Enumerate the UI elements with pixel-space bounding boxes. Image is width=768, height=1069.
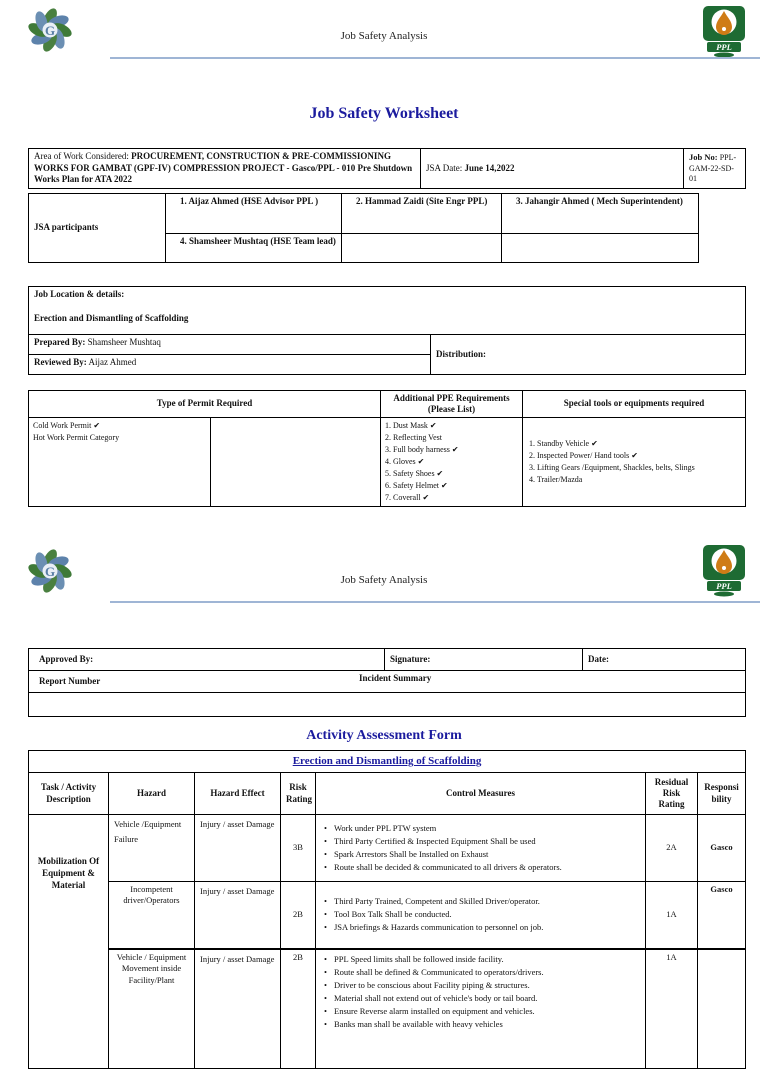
incident-summary-label: Incident Summary (359, 673, 432, 683)
ppl-logo-icon (700, 6, 748, 58)
ppe-item: 3. Full body harness ✔ (385, 444, 459, 454)
control-measure-item: • Ensure Reverse alarm installed on equipment and vehicles. (321, 1005, 640, 1018)
responsibility-cell (698, 949, 746, 1069)
risk-rating-cell: 2B (281, 882, 316, 949)
reviewed-by-cell (29, 355, 431, 375)
participant-empty-cell (502, 234, 699, 263)
approved-by-cell: Approved By: (29, 649, 385, 671)
report-number-label: Report Number (39, 675, 101, 686)
prepared-by-label: Prepared By: (34, 337, 86, 347)
distribution-cell: Distribution: (431, 335, 746, 375)
jsa-date-value: June 14,2022 (464, 162, 515, 173)
col-task-header: Task / Activity Description (29, 773, 109, 815)
tool-item: 4. Trailer/Mazda (529, 474, 583, 484)
header-divider-line (110, 57, 760, 59)
col-risk-header: Risk Rating (281, 773, 316, 815)
tool-item: 3. Lifting Gears /Equipment, Shackles, belts, Slings (529, 462, 695, 472)
tool-item: 1. Standby Vehicle ✔ (529, 438, 598, 448)
tools-header-cell: Special tools or equipments required (523, 391, 746, 418)
col-responsibility-header: Responsi bility (698, 773, 746, 815)
svg-text:PPL: PPL (716, 581, 732, 591)
job-location-activity: Erection and Dismantling of Scaffolding (34, 312, 189, 323)
ppe-header-cell: Additional PPE Requirements (Please List) (381, 391, 523, 418)
area-of-work-cell (29, 149, 421, 189)
ppe-item: 4. Gloves ✔ (385, 456, 425, 466)
ppe-item: 6. Safety Helmet ✔ (385, 480, 448, 490)
participant-empty-cell (342, 234, 502, 263)
svg-text:G: G (44, 564, 56, 579)
work-info-table (28, 148, 745, 189)
participant-1: 1. Aijaz Ahmed (HSE Advisor PPL ) (166, 194, 342, 234)
assessment-title: Activity Assessment Form (306, 728, 462, 743)
assessment-row-3 (29, 949, 746, 1069)
residual-risk-cell: 1A (646, 882, 698, 949)
area-of-work-value: PROCUREMENT, CONSTRUCTION & PRE-COMMISSIONING WORKS FOR GAMBAT (GPF-IV) COMPRESSION PROJECT - Gasco/PPL - 010 Pre Shutdown Works Plan for ATA 2022 (34, 151, 413, 185)
control-measures-cell (316, 815, 646, 882)
responsibility-cell: Gasco (698, 815, 746, 882)
control-measure-item: • Route shall be defined & Communicated to operators/drivers. (321, 966, 640, 979)
reviewed-by-label: Reviewed By: (34, 357, 87, 367)
reviewed-by-value: Aijaz Ahmed (86, 357, 137, 367)
risk-rating-cell: 2B (281, 949, 316, 1069)
job-no-cell (684, 149, 746, 189)
col-hazard-header: Hazard (109, 773, 195, 815)
tool-item: 2. Inspected Power/ Hand tools ✔ (529, 450, 638, 460)
participant-4: 4. Shamsheer Mushtaq (HSE Team lead) (166, 234, 342, 263)
page2-header-title: Job Safety Analysis (340, 574, 428, 586)
job-location-heading: Job Location & details: (34, 289, 125, 299)
control-measure-item: • Work under PPL PTW system (321, 822, 640, 835)
ppe-item: 5. Safety Shoes ✔ (385, 468, 444, 478)
prepared-by-cell (29, 335, 431, 355)
control-measure-item: • Banks man shall be available with heavy vehicles (321, 1018, 640, 1031)
assessment-subtitle-cell (29, 751, 746, 773)
control-measure-item: • Tool Box Talk Shall be conducted. (321, 908, 640, 921)
jsa-date-cell (421, 149, 684, 189)
control-measure-item: • PPL Speed limits shall be followed inside facility. (321, 953, 640, 966)
hazard-cell: Incompetent driver/Operators (109, 882, 195, 949)
area-of-work-label: Area of Work Considered: (34, 151, 132, 161)
ppl-logo (700, 6, 748, 63)
header-divider-line-page2 (110, 601, 760, 603)
assessment-row-1 (29, 815, 746, 882)
effect-cell: Injury / asset Damage (195, 949, 281, 1069)
risk-rating-cell: 3B (281, 815, 316, 882)
col-effect-header: Hazard Effect (195, 773, 281, 815)
control-measure-item: • Route shall be decided & communicated to all drivers & operators. (321, 861, 640, 874)
jsa-date-label: JSA Date: (426, 162, 465, 173)
permit-header-cell: Type of Permit Required (29, 391, 381, 418)
assessment-table (28, 750, 745, 1069)
permit-type-cell (29, 417, 211, 506)
control-measures-cell (316, 949, 646, 1069)
control-measures-cell (316, 882, 646, 949)
task-group-cell: Mobilization Of Equipment & Material (29, 815, 109, 1069)
approval-empty-row (29, 693, 746, 717)
control-measure-item: • Material shall not extend out of vehicle's body or tail board. (321, 992, 640, 1005)
residual-risk-cell: 1A (646, 949, 698, 1069)
effect-cell: Injury / asset Damage (195, 815, 281, 882)
page1-header-title: Job Safety Analysis (340, 30, 428, 42)
report-number-cell (29, 671, 746, 693)
permit-table (28, 390, 745, 507)
permit-line: Hot Work Permit Category (33, 432, 120, 442)
permit-empty-cell (211, 417, 381, 506)
hazard-cell: Vehicle / Equipment Movement inside Facility/Plant (109, 949, 195, 1069)
job-no-value: PPL-GAM-22-SD-01 (689, 153, 737, 184)
effect-cell: Injury / asset Damage (195, 882, 281, 949)
job-no-label: Job No: (689, 152, 720, 163)
control-measure-item: • Driver to be conscious about Facility piping & structures. (321, 979, 640, 992)
ppe-item: 1. Dust Mask ✔ (385, 420, 437, 430)
date-cell: Date: (583, 649, 746, 671)
svg-text:PPL: PPL (716, 42, 732, 52)
assessment-row-2 (29, 882, 746, 949)
prepared-by-value: Shamsheer Mushtaq (85, 337, 161, 347)
ppe-item: 7. Coverall ✔ (385, 492, 430, 502)
gasco-pinwheel-icon (28, 549, 72, 593)
ppl-logo-page2 (700, 545, 748, 602)
control-measure-item: • JSA briefings & Hazards communication to personnel on job. (321, 921, 640, 934)
responsibility-cell: Gasco (698, 882, 746, 949)
hazard-cell: Vehicle /Equipment Failure (109, 815, 195, 882)
participants-label-cell: JSA participants (29, 194, 166, 263)
participant-2: 2. Hammad Zaidi (Site Engr PPL) (342, 194, 502, 234)
worksheet-title: Job Safety Worksheet (309, 105, 459, 122)
job-location-cell (29, 287, 746, 335)
control-measure-item: • Spark Arrestors Shall be Installed on Exhaust (321, 848, 640, 861)
approval-table (28, 648, 745, 717)
residual-risk-cell: 2A (646, 815, 698, 882)
col-controls-header: Control Measures (316, 773, 646, 815)
ppe-item: 2. Reflecting Vest (385, 432, 442, 442)
ppe-list-cell (381, 417, 523, 506)
col-residual-header: Residual Risk Rating (646, 773, 698, 815)
control-measure-item: • Third Party Certified & Inspected Equipment Shall be used (321, 835, 640, 848)
tools-list-cell (523, 417, 746, 506)
signature-cell: Signature: (385, 649, 583, 671)
assessment-subtitle: Erection and Dismantling of Scaffolding (292, 755, 482, 768)
ppl-logo-icon (700, 545, 748, 597)
control-measure-item: • Third Party Trained, Competent and Skilled Driver/operator. (321, 895, 640, 908)
permit-line: Cold Work Permit ✔ (33, 420, 101, 430)
job-location-table (28, 286, 745, 375)
participant-3: 3. Jahangir Ahmed ( Mech Superintendent) (502, 194, 699, 234)
participants-table (28, 193, 698, 263)
svg-text:G: G (44, 23, 56, 38)
